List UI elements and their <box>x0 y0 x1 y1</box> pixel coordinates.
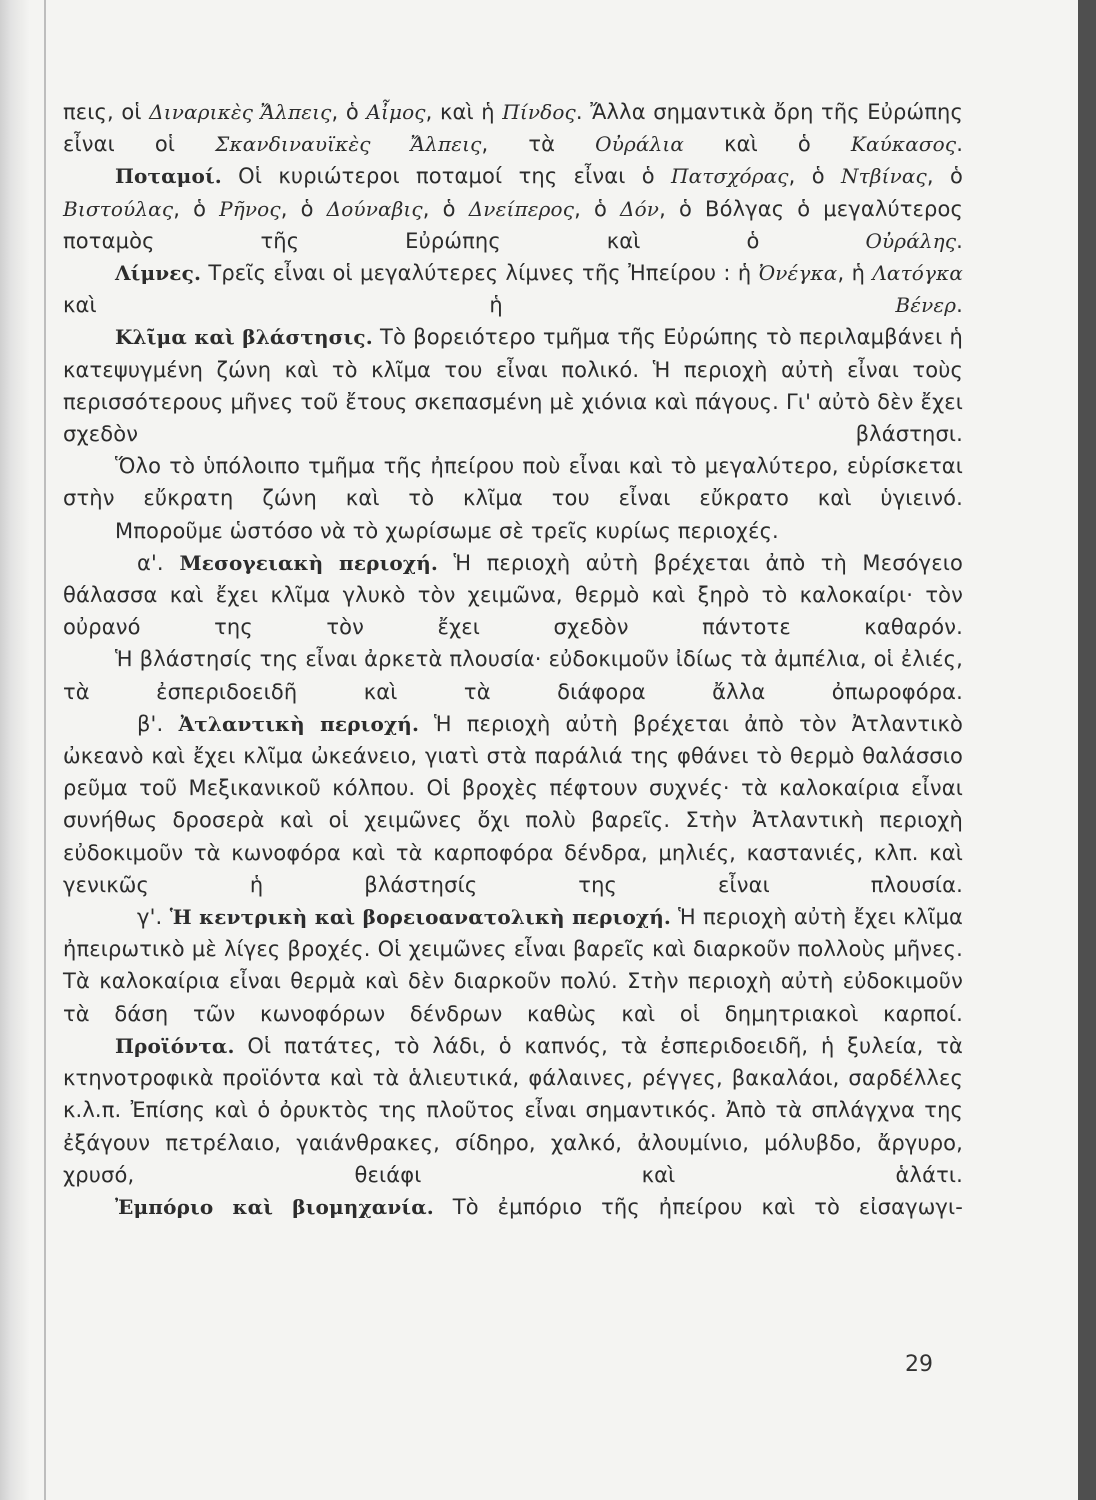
page-text <box>63 96 963 1223</box>
text-run: , ὁ <box>788 164 841 189</box>
place-name: Καύκασος <box>850 132 957 157</box>
place-name: Δόν <box>620 196 660 221</box>
place-name: Διναρικὲς Ἄλπεις <box>149 100 332 124</box>
place-name: Ντβίνας <box>841 164 927 189</box>
section-heading: Ἀτλαντικὴ περιοχή. <box>163 711 420 736</box>
text-run: Ὅλο τὸ ὑπόλοιπο τμῆμα τῆς ἠπείρου ποὺ εἶναι καὶ τὸ μεγαλύτερο, εὑρίσκεται στὴν εὔκρατη ζώνη καὶ τὸ κλῖμα του εἶναι εὔκρατο καὶ ὑγιεινό. <box>63 454 963 511</box>
text-run: Ἡ περιοχὴ αὐτὴ βρέχεται ἀπὸ τὸν Ἀτλαντικὸ ὠκεανὸ καὶ ἔχει κλῖμα ὠκεάνειο, γιατὶ στὰ παράλιά της φθάνει τὸ θερμὸ θαλάσσιο ρεῦμα τοῦ Μεξικανικοῦ κόλπου. Οἱ βροχὲς πέφτουν συχνές· τὰ καλοκαίρια εἶναι συνήθως δροσερὰ καὶ οἱ χειμῶνες ὄχι πολὺ βαρεῖς. Στὴν Ἀτλαντικὴ περιοχὴ εὐδοκιμοῦν τὰ κωνοφόρα καὶ τὰ καρποφόρα δένδρα, μηλιές, καστανιές, κλπ. καὶ γενικῶς ἡ βλάστησίς της εἶναι πλουσία. <box>63 711 963 897</box>
paragraph-mediterranean <box>63 547 963 644</box>
place-name: Οὐράλης <box>865 228 957 253</box>
list-marker: β'. <box>137 711 164 736</box>
text-run: Ἡ βλάστησίς της εἶναι ἀρκετὰ πλουσία· εὐδοκιμοῦν ἰδίως τὰ ἀμπέλια, οἱ ἐλιές, τὰ ἐσπεριδοειδῆ καὶ τὰ διάφορα ἄλλα ὀπωροφόρα. <box>63 647 963 704</box>
place-name: Πατσχόρας <box>671 164 789 189</box>
place-name: Οὐράλια <box>595 132 685 157</box>
place-name: Πίνδος <box>502 100 576 124</box>
text-run: καὶ ὁ <box>684 132 851 157</box>
paragraph-mediterranean-vegetation <box>63 643 963 707</box>
section-heading: Κλῖμα καὶ βλάστησις. <box>115 325 373 350</box>
text-run: Μποροῦμε ὡστόσο νὰ τὸ χωρίσωμε σὲ τρεῖς κυρίως περιοχές. <box>115 518 779 543</box>
paragraph-commerce <box>63 1191 963 1223</box>
section-heading: Λίμνες. <box>115 261 202 286</box>
paragraph-mountains <box>63 96 963 160</box>
section-heading: Ἡ κεντρικὴ καὶ βορειοανατολικὴ περιοχή. <box>162 905 672 930</box>
place-name: Βιστούλας <box>63 196 174 221</box>
text-run: . <box>956 293 963 318</box>
text-run: . <box>956 228 963 253</box>
text-run: πεις, οἱ <box>63 100 150 124</box>
paragraph-regions-intro <box>63 515 963 547</box>
paragraph-products <box>63 1030 963 1191</box>
text-run: . <box>956 132 964 157</box>
place-name: Λατόγκα <box>872 261 964 286</box>
place-name: Βένερ <box>895 293 957 318</box>
page-number: 29 <box>905 1352 933 1377</box>
text-run: , ὁ <box>422 196 469 221</box>
paragraph-lakes <box>63 257 963 321</box>
place-name: Αἶμος <box>366 100 426 124</box>
text-run: , καὶ ἡ <box>425 100 503 124</box>
paragraph-climate <box>63 321 963 450</box>
page-binding-shadow <box>0 0 30 1500</box>
scan-edge <box>1078 0 1096 1500</box>
paragraph-atlantic <box>63 708 963 901</box>
section-heading: Ποταμοί. <box>115 164 222 189</box>
text-run: , ἡ <box>837 261 873 286</box>
text-run: Τρεῖς εἶναι οἱ μεγαλύτερες λίμνες τῆς Ἠπείρου : ἡ <box>201 261 759 286</box>
place-name: Σκανδιναυϊκὲς Ἄλπεις <box>215 132 482 157</box>
list-marker: γ'. <box>137 905 163 930</box>
text-run: , ὁ <box>280 196 327 221</box>
place-name: Ὀνέγκα <box>758 261 838 286</box>
paragraph-central <box>63 901 963 1030</box>
text-run: Οἱ πατάτες, τὸ λάδι, ὁ καπνός, τὰ ἐσπεριδοειδῆ, ἡ ξυλεία, τὰ κτηνοτροφικὰ προϊόντα καὶ τὰ ἁλιευτικά, φάλαινες, ρέγγες, βακαλάοι, σαρδέλλες κ.λ.π. Ἐπίσης καὶ ὁ ὀρυκτὸς της πλοῦτος εἶναι σημαντικός. Ἀπὸ τὰ σπλάγχνα της ἐξάγουν πετρέλαιο, γαιάνθρακες, σίδηρο, χαλκό, ἀλουμίνιο, μόλυβδο, ἄργυρο, χρυσό, θειάφι καὶ ἁλάτι. <box>63 1033 963 1187</box>
paragraph-rivers <box>63 160 963 257</box>
text-run: Τὸ ἐμπόριο τῆς ἠπείρου καὶ τὸ εἰσαγωγι- <box>433 1194 963 1219</box>
section-heading: Προϊόντα. <box>115 1033 235 1058</box>
place-name: Δούναβις <box>326 196 423 221</box>
text-run: καὶ ἡ <box>63 293 896 318</box>
binding-line <box>44 0 46 1500</box>
text-run: , τὰ <box>481 132 596 157</box>
place-name: Δνείπερος <box>468 196 575 221</box>
section-heading: Ἐμπόριο καὶ βιομηχανία. <box>115 1194 434 1219</box>
text-run: , ὁ <box>331 100 367 124</box>
list-marker: α'. <box>137 550 164 575</box>
text-run: Ἡ περιοχὴ αὐτὴ ἔχει κλῖμα ἠπειρωτικὸ μὲ λίγες βροχές. Οἱ χειμῶνες εἶναι βαρεῖς καὶ διαρκοῦν πολλοὺς μῆνες. Τὰ καλοκαίρια εἶναι θερμὰ καὶ δὲν διαρκοῦν πολύ. Στὴν περιοχὴ αὐτὴ εὐδοκιμοῦν τὰ δάση τῶν κωνοφόρων δένδρων καθὼς καὶ οἱ δημητριακοὶ καρποί. <box>63 905 963 1026</box>
text-run: , ὁ <box>574 196 621 221</box>
text-run: . Ἄλλα σημαντικὰ ὄρη τῆς Εὐρώπης εἶναι οἱ <box>63 100 963 157</box>
text-run: Οἱ κυριώτεροι ποταμοί της εἶναι ὁ <box>221 164 671 189</box>
text-run: , ὁ <box>173 196 220 221</box>
section-heading: Μεσογειακὴ περιοχή. <box>163 550 439 575</box>
text-run: Τὸ βορειότερο τμῆμα τῆς Εὐρώπης τὸ περιλαμβάνει ἡ κατεψυγμένη ζώνη καὶ τὸ κλῖμα του εἶναι πολικό. Ἡ περιοχὴ αὐτὴ εἶναι τοὺς περισσότερους μῆνες τοῦ ἔτους σκεπασμένη μὲ χιόνια καὶ πάγους. Γι' αὐτὸ δὲν ἔχει σχεδὸν βλάστησι. <box>63 325 963 447</box>
place-name: Ρῆνος <box>219 196 281 221</box>
text-run: , ὁ <box>926 164 963 189</box>
paragraph-temperate <box>63 450 963 514</box>
text-run: , ὁ Βόλγας ὁ μεγαλύτερος ποταμὸς τῆς Εὐρώπης καὶ ὁ <box>63 196 963 253</box>
text-run: Ἡ περιοχὴ αὐτὴ βρέχεται ἀπὸ τὴ Μεσόγειο θάλασσα καὶ ἔχει κλῖμα γλυκὸ τὸν χειμῶνα, θερμὸ καὶ ξηρὸ τὸ καλοκαίρι· τὸν οὐρανό της τὸν ἔχει σχεδὸν πάντοτε καθαρόν. <box>63 550 963 640</box>
